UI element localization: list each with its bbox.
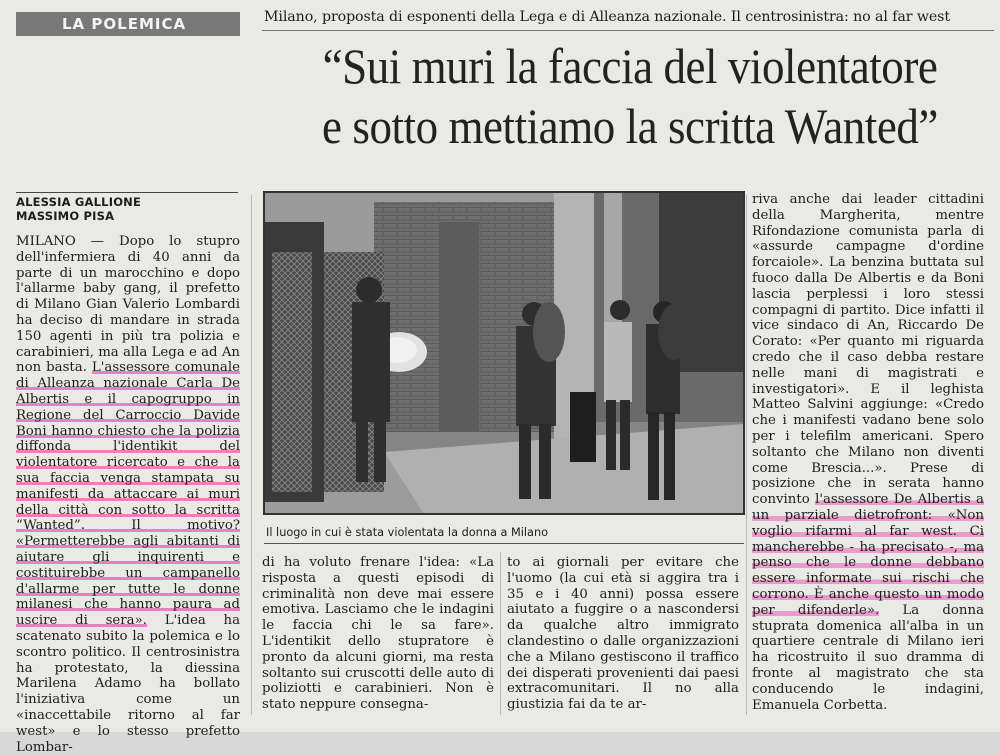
divider bbox=[262, 30, 994, 31]
column-divider bbox=[500, 552, 501, 715]
article-column-2 bbox=[262, 555, 494, 715]
article-column-1 bbox=[16, 234, 240, 755]
divider bbox=[264, 543, 744, 544]
byline-author: MASSIMO PISA bbox=[16, 209, 115, 223]
body-text: MILANO — Dopo lo stupro dell'infermiera di 40 anni da parte di un marocchino e dopo l'allarme baby gang, il prefetto di Milano Gian Valerio Lombardi ha deciso di mandare in strada 150 agenti in più tra polizia e carabinieri, ma alla Lega e ad An non basta. bbox=[16, 234, 240, 376]
headline-line-1: “Sui muri la faccia del violentatore bbox=[322, 38, 938, 94]
body-text: L'idea ha scatenato subito la polemica e lo scontro politico. Il centrosinistra ha protestato, la diessina Marilena Adamo ha bollato l'iniziativa come un «inaccettabile ritorno al far west» e lo stesso prefetto Lombar- bbox=[16, 613, 240, 755]
divider bbox=[16, 192, 238, 193]
byline-author: ALESSIA GALLIONE bbox=[16, 195, 142, 209]
section-kicker: LA POLEMICA bbox=[16, 12, 240, 36]
body-text: La donna stuprata domenica all'alba in un quartiere centrale di Milano ieri ha ricostruito il suo dramma di fronte al magistrato che sta conducendo le indagini, Emanuela Corbetta. bbox=[752, 602, 984, 713]
column-divider bbox=[251, 195, 252, 715]
article-column-3 bbox=[507, 555, 739, 715]
body-text: di ha voluto frenare l'idea: «La risposta a questi episodi di criminalità non deve mai essere emotiva. Lasciamo che le indagini le faccia chi le sa fare». L'identikit dello stupratore è pronto da alcuni giorni, ma resta soltanto sui cruscotti delle auto di poliziotti e carabinieri. Non è stato neppure consegna- bbox=[262, 555, 494, 713]
subheadline: Milano, proposta di esponenti della Lega e di Alleanza nazionale. Il centrosinistra: no al far west bbox=[264, 9, 950, 25]
highlighted-text: l'assessore De Albertis a un parziale dietrofront: «Non voglio rifarmi al far west. Ci mancherebbe - ha precisato -, ma penso che le donne debbano essere informate sui rischi che corrono. È anche questo un modo per difenderle». bbox=[752, 492, 984, 618]
news-photo bbox=[264, 192, 744, 514]
article-column-4 bbox=[752, 192, 984, 714]
photo-caption: Il luogo in cui è stata violentata la donna a Milano bbox=[266, 526, 549, 539]
body-text: riva anche dai leader cittadini della Margherita, mentre Rifondazione comunista parla di «assurde campagne d'ordine forcaiole». La benzina buttata sul fuoco dalla De Albertis e da Boni lascia perplessi i loro stessi compagni di partito. Dice infatti il vice sindaco di An, Riccardo De Corato: «Per quanto mi riguarda credo che il caso debba restare nelle mani di magistrati e investigatori». E il leghista Matteo Salvini aggiunge: «Credo che i manifesti vadano bene solo per i telefilm americani. Spero soltanto che Milano non diventi come Brescia...». Prese di posizione che in serata hanno convinto bbox=[752, 192, 984, 508]
highlighted-text: L'assessore comunale di Alleanza nazionale Carla De Albertis e il capogruppo in Regione del Carroccio Davide Boni hanno chiesto che la polizia diffonda l'identikit del violentatore ricercato e che la sua faccia venga stampata su manifesti da attaccare ai muri della città con sotto la scritta “Wanted”. Il motivo? «Permetterebbe agli abitanti di aiutare gli inquirenti e costituirebbe un campanello d'allarme per tutte le donne milanesi che hanno paura ad uscire di sera». bbox=[16, 360, 240, 629]
column-divider bbox=[746, 195, 747, 715]
body-text: to ai giornali per evitare che l'uomo (la cui età si aggira tra i 35 e i 40 anni) possa essere aiutato a fuggire o a nascondersi da qualche altro immigrato clandestino o dalle organizzazioni che a Milano gestiscono il traffico dei disperati provenienti dai paesi extracomunitari. Il no alla giustizia fai da te ar- bbox=[507, 555, 739, 713]
headline-line-2: e sotto mettiamo la scritta Wanted” bbox=[322, 98, 938, 154]
